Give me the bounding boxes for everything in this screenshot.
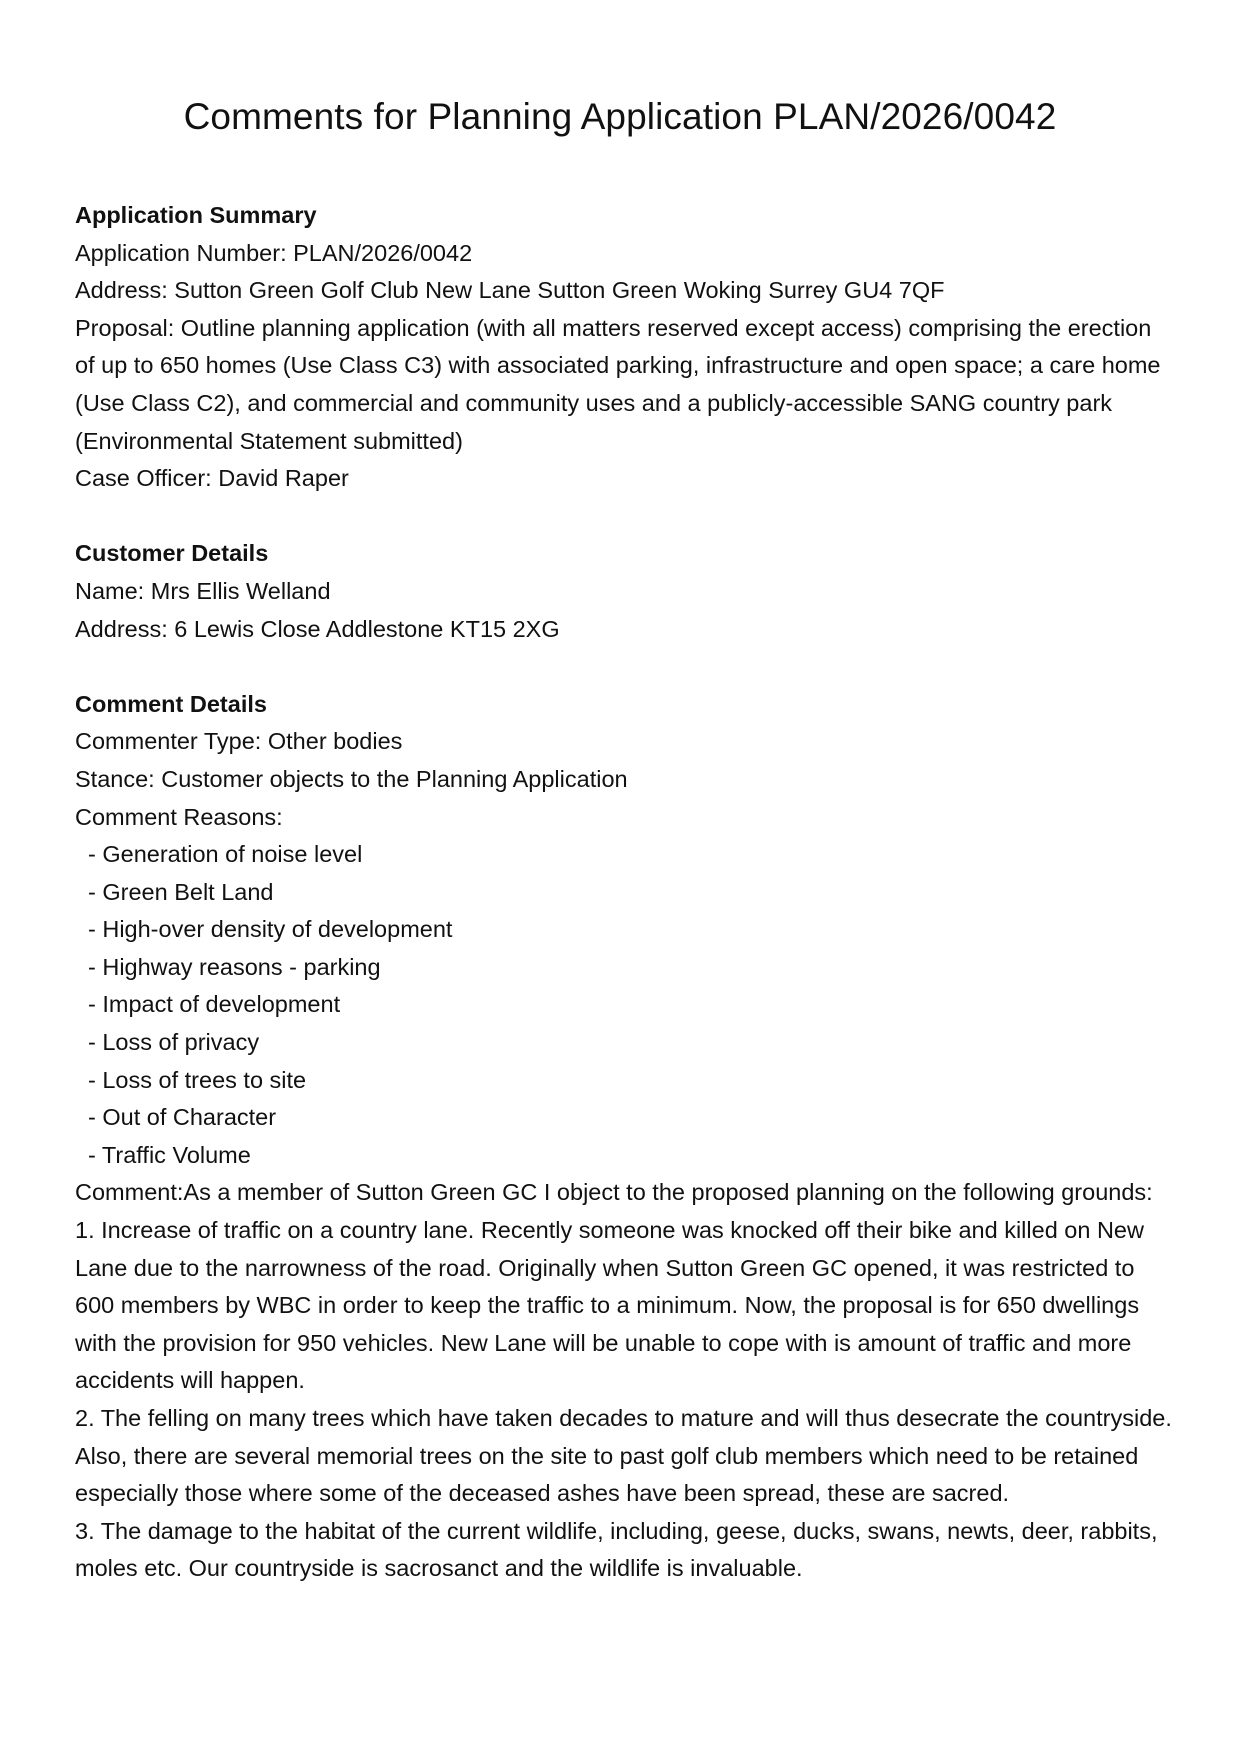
reason-item: - Loss of privacy	[88, 1029, 260, 1056]
document-body	[75, 197, 1175, 1626]
comment-details-section	[75, 686, 1175, 1588]
customer-name: Name: Mrs Ellis Welland	[75, 577, 331, 604]
document-title: Comments for Planning Application PLAN/2026/0042	[183, 96, 1057, 137]
stance: Stance: Customer objects to the Planning Application	[75, 765, 628, 792]
reason-item: - Traffic Volume	[88, 1141, 251, 1168]
customer-details-heading: Customer Details	[75, 540, 269, 567]
comment-intro: Comment:As a member of Sutton Green GC I object to the proposed planning on the following grounds:	[75, 1179, 1153, 1206]
reason-item: - Loss of trees to site	[88, 1066, 307, 1093]
application-summary-section	[75, 197, 1175, 498]
application-number: Application Number: PLAN/2026/0042	[75, 239, 473, 266]
comment-point: 3. The damage to the habitat of the current wildlife, including, geese, ducks, swans, newts, deer, rabbits, moles etc. Our countryside is sacrosanct and the wildlife is invaluable.	[75, 1517, 1158, 1582]
customer-details-section	[75, 535, 1175, 648]
application-address: Address: Sutton Green Golf Club New Lane Sutton Green Woking Surrey GU4 7QF	[75, 277, 945, 304]
comment-details-heading: Comment Details	[75, 690, 267, 717]
comment-point: 1. Increase of traffic on a country lane. Recently someone was knocked off their bike and killed on New Lane due to the narrowness of the road. Originally when Sutton Green GC opened, it was restricted to 600 members by WBC in order to keep the traffic to a minimum. Now, the proposal is for 650 dwellings with the provision for 950 vehicles. New Lane will be unable to cope with is amount of traffic and more accidents will happen.	[75, 1217, 1144, 1394]
reason-item: - Impact of development	[88, 991, 341, 1018]
reason-item: - High-over density of development	[88, 916, 453, 943]
comment-reasons-label: Comment Reasons:	[75, 803, 283, 830]
comment-point: 2. The felling on many trees which have taken decades to mature and will thus desecrate the countryside. Also, there are several memorial trees on the site to past golf club members which need to be retained especially those where some of the deceased ashes have been spread, these are sacred.	[75, 1405, 1172, 1507]
application-summary-heading: Application Summary	[75, 202, 317, 228]
reason-item: - Green Belt Land	[88, 878, 274, 905]
comment-reasons-list	[75, 836, 1175, 1174]
reason-item: - Out of Character	[88, 1104, 277, 1131]
case-officer: Case Officer: David Raper	[75, 465, 349, 492]
commenter-type: Commenter Type: Other bodies	[75, 728, 403, 755]
reason-item: - Highway reasons - parking	[88, 953, 381, 980]
reason-item: - Generation of noise level	[88, 841, 363, 868]
customer-address: Address: 6 Lewis Close Addlestone KT15 2XG	[75, 615, 560, 642]
application-proposal: Proposal: Outline planning application (with all matters reserved except access) comprising the erection of up to 650 homes (Use Class C3) with associated parking, infrastructure and open space; a care home (Use Class C2), and commercial and community uses and a publicly-accessible SANG country park (Environmental Statement submitted)	[75, 314, 1161, 454]
